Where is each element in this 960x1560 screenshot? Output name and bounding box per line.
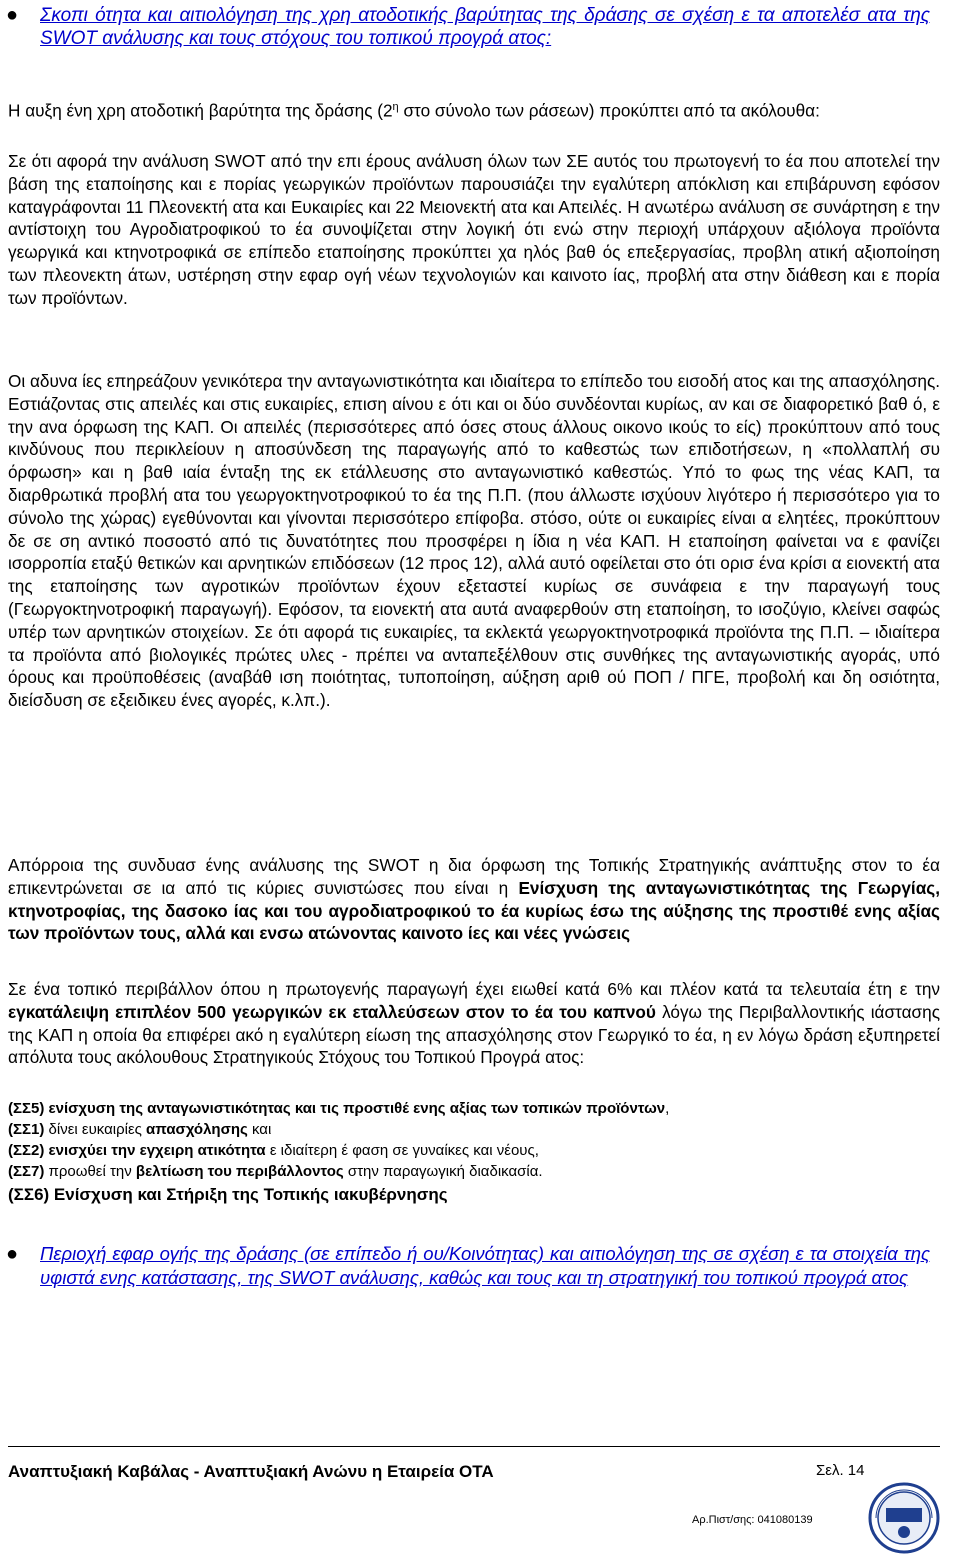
objective-text: (ΣΣ6) Ενίσχυση και Στήριξη της Τοπικής ιακυβέρνησης (8, 1185, 448, 1204)
intro-text-tail: στο σύνολο των ράσεων) προκύπτει από τα ακόλουθα: (398, 100, 820, 121)
objective-text-tail: στην παραγωγική διαδικασία. (343, 1163, 543, 1180)
objective-bold-text: βελτίωση του περιβάλλοντος (135, 1163, 344, 1180)
objective-code: (ΣΣ7) (8, 1163, 45, 1180)
paragraph-intro (8, 96, 940, 123)
objective-text: ενίσχυση της ανταγωνιστικότητας και τις προστιθέ ενης αξίας των τοπικών προϊόντων (44, 1100, 666, 1117)
objective-ss7 (8, 1161, 940, 1182)
objective-bold-text: ενισχύει την εγχειρη ατικότητα (48, 1142, 266, 1159)
footer-certification-number: Αρ.Πιστ/σης: 041080139 (692, 1514, 813, 1526)
footer-divider (8, 1446, 940, 1447)
objectives-list (8, 1098, 940, 1205)
section-heading-text: Σκοπι ότητα και αιτιολόγηση της χρη ατοδοτικής βαρύτητας της δράσης σε σχέση ε τα αποτελέσ ατα της SWOT ανάλυσης και τους στόχους του τοπικού προγρά ατος: (40, 5, 930, 49)
objective-bold-text: απασχόλησης (146, 1121, 248, 1138)
objective-code: (ΣΣ1) (8, 1121, 45, 1138)
objective-ss2 (8, 1140, 940, 1161)
section-heading-scope (6, 4, 930, 50)
objective-code: (ΣΣ5) (8, 1100, 45, 1117)
section-heading-text: Περιοχή εφαρ ογής της δράσης (σε επίπεδο ή ου/Κοινότητας) και αιτιολόγηση της σε σχέση ε τα στοιχεία της υφιστά ενης κατάστασης, της SWOT ανάλυσης, καθώς και τους και τη στρατηγική του τοπικού προγρά ατος (40, 1243, 930, 1288)
paragraph-weaknesses (8, 370, 940, 712)
objective-text: ε ιδιαίτερη έ φαση σε γυναίκες και νέους, (269, 1142, 539, 1159)
paragraph-environment (8, 978, 940, 1069)
objective-ss5 (8, 1098, 940, 1119)
objective-code: (ΣΣ2) (8, 1142, 49, 1159)
objective-text: προωθεί την (44, 1163, 136, 1180)
footer-page-number: Σελ. 14 (816, 1462, 865, 1479)
objective-text-tail: και (247, 1121, 272, 1138)
environment-bold-text: εγκατάλειψη επιπλέον 500 γεωργικών εκ εταλλεύσεων στον το έα του καπνού (8, 1001, 656, 1022)
objective-text: δίνει ευκαιρίες (44, 1121, 147, 1138)
bullet-icon: ● (6, 1243, 19, 1265)
objective-punct: , (665, 1100, 670, 1117)
strategy-bold-text: Ενίσχυση της ανταγωνιστικότητας της Γεωργίας, κτηνοτροφίας, της δασοκο ίας και του αγροδιατροφικού το έα κυρίως έσω της αύξησης της προστιθέ ενης αξίας των προϊόντων τους, αλλά και ενσω ατώνοντας καινοτο ίες και νέες γνώσεις (8, 877, 940, 944)
environment-text-tail: λόγω της Περιβαλλοντικής ιάστασης της ΚΑΠ η οποία θα επιφέρει ακό η εγαλύτερη είωση της απασχόλησης στον Γεωργικό το έα, η εν λόγω δράση εξυπηρετεί απόλυτα τους ακόλουθους Στρατηγικούς Στόχους του Τοπικού Προγρά ατος: (8, 1001, 940, 1068)
bullet-icon: ● (6, 4, 19, 26)
section-heading-area (6, 1242, 930, 1290)
intro-superscript: η (392, 101, 399, 113)
weaknesses-text: Οι αδυνα ίες επηρεάζουν γενικότερα την ανταγωνιστικότητα και ιδιαίτερα το επίπεδο του εισοδή ατος και της απασχόλησης. Εστιάζοντας στις απειλές και στις ευκαιρίες, επιση αίνου ε ότι και οι δύο συνδέονται κυρίως, αν και σε διαφορετικό βαθ ό, ε την ανα όρφωση της ΚΑΠ. Οι απειλές (περισσότερες από όσες στους άλλους οικονο ικούς το είς) προκύπτουν από τους κινδύνους που περικλείουν η αποσύνδεση της παραγωγής από το καθεστώς των επιδοτήσεων, η «πολλαπλή συ όρφωση» και η βαθ ιαία ένταξη της εκ ετάλλευσης στο ανταγωνιστικό καθεστώς. Υπό το φως της νέας ΚΑΠ, τα διαρθρωτικά προβλή ατα του γεωργοκτηνοτροφικού το έα της Π.Π. (που άλλωστε ισχύουν λιγότερο ή περισσότερο για το σύνολο της χώρας) εγεθύνονται και γίνονται περισσότερο επίφοβα. στόσο, ούτε οι ευκαιρίες είναι α ελητέες, προκύπτουν δε σε ση αντικό ποσοστό από τις δυνατότητες που προσφέρει η ίδια η νέα ΚΑΠ. Η εταποίηση φαίνεται να ε φανίζει ισορροπία εταξύ θετικών και αρνητικών επιδόσεων (12 προς 12), αλλά αυτό οφείλεται στο ότι ορισ ένα κρίσι α ειονεκτή ατα της εταποίησης των αγροτικών προϊόντων έχουν εξεταστεί κυρίως σε συνάφεια ε την παραγωγή τους (Γεωργοκτηνοτροφική παραγωγή). Εφόσον, τα ειονεκτή ατα αυτά αναφερθούν στη εταποίηση, το ισοζύγιο, κλείνει σαφώς υπέρ των αρνητικών στοιχείων. Σε ότι αφορά τις ευκαιρίες, τα εκλεκτά γεωργοκτηνοτροφικά προϊόντα της Π.Π. – ιδιαίτερα τα προϊόντα από βιολογικές πρώτες υλες - πρέπει να ανταπεξέλθουν στις συνθήκες της ανταγωνιστικής αγοράς, υπό όρους και προϋποθέσεις (αναβάθ ιση ποιότητας, τυποποίηση, αύξηση αριθ ού ΠΟΠ / ΠΓΕ, προβολή και δη οσιότητα, διείσδυση σε εξειδικευ ένες αγορές, κ.λπ.). (8, 371, 940, 711)
environment-text: Σε ένα τοπικό περιβάλλον όπου η πρωτογενής παραγωγή έχει ειωθεί κατά 6% και πλέον κατά τα τελευταία έτη ε την (8, 979, 940, 999)
objective-ss6 (8, 1184, 940, 1205)
paragraph-swot (8, 150, 940, 310)
paragraph-strategy (8, 854, 940, 945)
objective-ss1 (8, 1119, 940, 1140)
footer-organization: Αναπτυξιακή Καβάλας - Αναπτυξιακή Ανώνυ η Εταιρεία ΟΤΑ (8, 1462, 494, 1481)
swot-text: Σε ότι αφορά την ανάλυση SWOT από την επι έρους ανάλυση όλων των ΣΕ αυτός του πρωτογενή το έα που αποτελεί την βάση της εταποίησης και ε πορίας γεωργικών προϊόντων παρουσιάζει την εγαλύτερη απόκλιση και επιβάρυνση εφόσον καταγράφονται 11 Πλεονεκτή ατα και Ευκαιρίες και 22 Μειονεκτή ατα και Απειλές. Η ανωτέρω ανάλυση σε συνάρτηση ε την αντίστοιχη του Αγροδιατροφικού το έα συνοψίζεται στην λογική ότι ενώ στην περιοχή υπάρχουν αξιόλογα προϊόντα γεωργικά και κτηνοτροφικά σε επίπεδο εταποίησης προκύπτει χα ηλός βαθ ός επεξεργασίας, προβλη ατική αξιοποίηση των πλεονεκτη άτων, υστέρηση στην εφαρ ογή νέων τεχνολογιών και καινοτο ίας, προβλή ατα στην διάθεση και ε πορία των προϊόντων. (8, 151, 940, 308)
strategy-text: Απόρροια της συνδυασ ένης ανάλυσης της SWOT η δια όρφωση της Τοπικής Στρατηγικής ανάπτυξης στον το έα επικεντρώνεται σε ια από τις κύριες συνιστώσες που είναι η (8, 855, 940, 898)
certification-seal-icon (868, 1482, 940, 1554)
intro-text: Η αυξη ένη χρη ατοδοτική βαρύτητα της δράσης (2 (8, 100, 393, 121)
